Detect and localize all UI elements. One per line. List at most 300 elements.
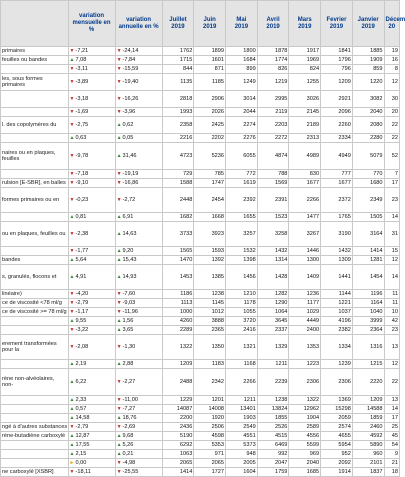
variation-mensuelle-cell [68, 179, 115, 188]
monthly-value-cell: 1255 [289, 74, 321, 91]
percent-value: 14,93 [122, 274, 137, 280]
monthly-value-cell: 1186 [162, 290, 194, 299]
monthly-value-cell: 2040 [289, 459, 321, 468]
monthly-value-cell: 11 [384, 299, 399, 308]
monthly-value-cell: 1236 [289, 290, 321, 299]
monthly-value-cell: 2119 [257, 108, 289, 117]
monthly-value-cell: 1454 [352, 265, 384, 290]
monthly-value-cell: 6292 [162, 441, 194, 450]
percent-value: 6,22 [75, 379, 87, 385]
row-label [1, 459, 69, 468]
monthly-value-cell: 1185 [194, 74, 226, 91]
monthly-value-cell: 1012 [194, 308, 226, 317]
monthly-value-cell: 54 [384, 441, 399, 450]
variation-annuelle-cell [115, 213, 162, 222]
row-label [1, 247, 69, 256]
variation-annuelle-cell [115, 134, 162, 143]
table-row [1, 299, 400, 308]
monthly-value-cell: 2488 [162, 369, 194, 396]
monthly-value-cell: 1211 [226, 396, 258, 405]
arrow-down-icon: ▼ [116, 460, 122, 466]
row-label: feuilles ou bandes [1, 56, 69, 65]
arrow-down-icon: ▼ [116, 66, 122, 72]
arrow-down-icon: ▼ [116, 469, 122, 475]
monthly-value-cell: 772 [226, 170, 258, 179]
monthly-value-cell: 1685 [289, 468, 321, 477]
monthly-value-cell: 2266 [226, 369, 258, 396]
variation-annuelle-cell [115, 335, 162, 360]
monthly-value-cell: 2040 [352, 108, 384, 117]
percent-value: -2,79 [75, 424, 89, 430]
monthly-value-cell: 4556 [289, 432, 321, 441]
monthly-value-cell: 6469 [257, 441, 289, 450]
monthly-value-cell: 1993 [162, 108, 194, 117]
monthly-value-cell: 2448 [162, 188, 194, 213]
monthly-value-cell: 3733 [162, 222, 194, 247]
arrow-down-icon: ▼ [69, 122, 75, 128]
percent-value: 1,56 [122, 318, 134, 324]
monthly-value-cell: 899 [226, 65, 258, 74]
percent-value: 0,81 [75, 214, 87, 220]
variation-mensuelle-cell [68, 265, 115, 290]
monthly-value-cell: 2364 [352, 326, 384, 335]
variation-annuelle-cell [115, 369, 162, 396]
monthly-value-cell: 1029 [289, 308, 321, 317]
monthly-value-cell: 3014 [226, 91, 258, 108]
arrow-up-icon: ▲ [116, 248, 122, 254]
row-label: ce de viscosité <78 ml/g [1, 299, 69, 308]
percent-value: -2,75 [75, 122, 89, 128]
variation-mensuelle-cell [68, 188, 115, 213]
variation-mensuelle-cell [68, 213, 115, 222]
monthly-value-cell: 1899 [194, 47, 226, 56]
arrow-down-icon: ▼ [116, 57, 122, 63]
monthly-value-cell: 1684 [226, 56, 258, 65]
arrow-down-icon: ▼ [69, 424, 75, 430]
monthly-value-cell: 23 [384, 326, 399, 335]
arrow-down-icon: ▼ [69, 231, 75, 237]
table-row [1, 396, 400, 405]
monthly-value-cell: 1588 [162, 179, 194, 188]
monthly-value-cell: 2065 [162, 459, 194, 468]
monthly-value-cell: 2425 [194, 117, 226, 134]
variation-annuelle-cell [115, 65, 162, 74]
monthly-value-cell: 1223 [289, 360, 321, 369]
monthly-value-cell: 3258 [257, 222, 289, 247]
monthly-value-cell: 1229 [162, 396, 194, 405]
percent-value: -0,23 [75, 197, 89, 203]
monthly-value-cell: 5890 [352, 441, 384, 450]
table-row [1, 414, 400, 423]
table-row [1, 170, 400, 179]
monthly-value-cell: 1282 [257, 290, 289, 299]
variation-mensuelle-cell [68, 459, 115, 468]
header-month: Mars 2019 [289, 1, 321, 47]
monthly-value-cell: 1220 [352, 74, 384, 91]
arrow-down-icon: ▼ [116, 309, 122, 315]
monthly-value-cell: 1209 [162, 360, 194, 369]
monthly-value-cell: 1329 [257, 335, 289, 360]
variation-mensuelle-cell [68, 65, 115, 74]
percent-value: -1,69 [75, 109, 89, 115]
monthly-value-cell: 777 [321, 170, 353, 179]
monthly-value-cell: 1064 [257, 308, 289, 317]
percent-value: 14,58 [75, 415, 90, 421]
row-label [1, 65, 69, 74]
table-row [1, 179, 400, 188]
variation-annuelle-cell [115, 91, 162, 108]
arrow-up-icon: ▲ [69, 257, 75, 263]
arrow-down-icon: ▼ [116, 406, 122, 412]
arrow-down-icon: ▼ [69, 291, 75, 297]
table-row [1, 256, 400, 265]
percent-value: 12,87 [75, 433, 90, 439]
monthly-value-cell: 5236 [194, 143, 226, 170]
monthly-value-cell: 1765 [321, 213, 353, 222]
table-row [1, 74, 400, 91]
monthly-value-cell: 2044 [226, 108, 258, 117]
percent-value: 15,43 [122, 257, 137, 263]
monthly-value-cell: 13401 [226, 405, 258, 414]
monthly-value-cell: 992 [257, 450, 289, 459]
variation-annuelle-cell [115, 170, 162, 179]
variation-annuelle-cell [115, 299, 162, 308]
monthly-value-cell: 1037 [321, 308, 353, 317]
arrow-down-icon: ▼ [69, 109, 75, 115]
monthly-value-cell: 3999 [352, 317, 384, 326]
row-label [1, 91, 69, 108]
monthly-value-cell: 1532 [226, 247, 258, 256]
percent-value: -3,18 [75, 96, 89, 102]
monthly-value-cell: 2059 [321, 414, 353, 423]
monthly-value-cell: 5190 [162, 432, 194, 441]
arrow-down-icon: ▼ [116, 171, 122, 177]
variation-annuelle-cell [115, 222, 162, 247]
row-label [1, 441, 69, 450]
header-variation-annuelle: variation annuelle en % [115, 1, 162, 47]
variation-annuelle-cell [115, 423, 162, 432]
monthly-value-cell: 1350 [194, 335, 226, 360]
monthly-value-cell: 1369 [321, 396, 353, 405]
percent-value: -4,98 [122, 460, 136, 466]
arrow-down-icon: ▼ [69, 96, 75, 102]
monthly-value-cell: 8 [384, 65, 399, 74]
monthly-value-cell: 17 [384, 179, 399, 188]
monthly-value-cell: 1281 [352, 256, 384, 265]
monthly-value-cell: 770 [352, 170, 384, 179]
percent-value: -9,78 [75, 153, 89, 159]
monthly-value-cell: 1885 [352, 47, 384, 56]
monthly-value-cell: 2818 [162, 91, 194, 108]
monthly-value-cell: 10 [384, 308, 399, 317]
monthly-value-cell: 2589 [289, 423, 321, 432]
percent-value: -2,08 [75, 344, 89, 350]
monthly-value-cell: 1477 [289, 213, 321, 222]
row-label: linéaire) [1, 290, 69, 299]
arrow-up-icon: ▲ [116, 274, 122, 280]
arrow-up-icon: ▲ [69, 415, 75, 421]
table-body [1, 47, 400, 477]
monthly-value-cell: 1316 [352, 335, 384, 360]
arrow-up-icon: ▲ [116, 442, 122, 448]
monthly-value-cell: 42 [384, 317, 399, 326]
monthly-value-cell: 952 [321, 450, 353, 459]
monthly-value-cell: 1239 [321, 360, 353, 369]
monthly-value-cell: 1322 [289, 396, 321, 405]
monthly-value-cell: 830 [289, 170, 321, 179]
row-label: naires ou en plaques, feuilles [1, 143, 69, 170]
monthly-value-cell: 2392 [226, 188, 258, 213]
table-row [1, 468, 400, 477]
arrow-down-icon: ▼ [69, 197, 75, 203]
table-row [1, 459, 400, 468]
monthly-value-cell: 1322 [162, 335, 194, 360]
arrow-down-icon: ▼ [116, 197, 122, 203]
variation-annuelle-cell [115, 117, 162, 134]
monthly-value-cell: 1682 [162, 213, 194, 222]
variation-annuelle-cell [115, 405, 162, 414]
monthly-value-cell: 2391 [257, 188, 289, 213]
monthly-value-cell: 4260 [162, 317, 194, 326]
percent-value: 17,55 [75, 442, 90, 448]
table-row [1, 308, 400, 317]
header-month: Janvier 2019 [352, 1, 384, 47]
percent-value: 31,46 [122, 153, 137, 159]
monthly-value-cell: 1321 [226, 335, 258, 360]
row-label: primaires [1, 47, 69, 56]
monthly-value-cell: 14087 [162, 405, 194, 414]
monthly-value-cell: 5599 [289, 441, 321, 450]
monthly-value-cell: 3190 [321, 222, 353, 247]
variation-mensuelle-cell [68, 91, 115, 108]
table-row [1, 134, 400, 143]
variation-annuelle-cell [115, 179, 162, 188]
header-month: Juin 2019 [194, 1, 226, 47]
monthly-value-cell: 23 [384, 188, 399, 213]
monthly-value-cell: 2337 [257, 326, 289, 335]
monthly-value-cell: 2047 [257, 459, 289, 468]
arrow-up-icon: ▲ [69, 135, 75, 141]
monthly-value-cell: 1859 [352, 414, 384, 423]
row-label: ngé à d'autres substances [2, 424, 68, 430]
monthly-value-cell: 788 [257, 170, 289, 179]
monthly-value-cell: 1183 [194, 360, 226, 369]
monthly-value-cell: 3026 [289, 91, 321, 108]
monthly-value-cell: 1309 [321, 256, 353, 265]
monthly-value-cell: 2096 [321, 108, 353, 117]
arrow-down-icon: ▼ [69, 469, 75, 475]
row-label: les, sous formes primaires [1, 74, 69, 91]
monthly-value-cell: 1238 [257, 396, 289, 405]
monthly-value-cell: 14588 [352, 405, 384, 414]
monthly-value-cell: 22 [384, 134, 399, 143]
variation-annuelle-cell [115, 317, 162, 326]
row-label [1, 396, 69, 405]
monthly-value-cell: 5079 [352, 143, 384, 170]
monthly-value-cell: 3645 [257, 317, 289, 326]
arrow-up-icon: ▲ [116, 122, 122, 128]
variation-mensuelle-cell [68, 335, 115, 360]
variation-annuelle-cell [115, 290, 162, 299]
monthly-value-cell: 1144 [321, 290, 353, 299]
monthly-value-cell: 1113 [162, 299, 194, 308]
variation-mensuelle-cell [68, 432, 115, 441]
monthly-value-cell: 7 [384, 170, 399, 179]
monthly-value-cell: 18 [384, 468, 399, 477]
monthly-value-cell: 12 [384, 256, 399, 265]
monthly-value-cell: 1619 [226, 179, 258, 188]
monthly-value-cell: 824 [289, 65, 321, 74]
arrow-down-icon: ▼ [116, 291, 122, 297]
monthly-value-cell: 13 [384, 335, 399, 360]
percent-value: -9,10 [75, 180, 89, 186]
monthly-value-cell: 1878 [257, 47, 289, 56]
monthly-value-cell: 22 [384, 117, 399, 134]
variation-annuelle-cell [115, 143, 162, 170]
monthly-value-cell: 2549 [226, 423, 258, 432]
arrow-down-icon: ▼ [116, 300, 122, 306]
monthly-value-cell: 52 [384, 143, 399, 170]
arrow-down-icon: ▼ [69, 327, 75, 333]
monthly-value-cell: 1747 [194, 179, 226, 188]
arrow-up-icon: ▲ [116, 231, 122, 237]
arrow-down-icon: ▼ [69, 153, 75, 159]
monthly-value-cell: 1593 [194, 247, 226, 256]
arrow-down-icon: ▼ [116, 96, 122, 102]
variation-annuelle-cell [115, 256, 162, 265]
monthly-value-cell: 20 [384, 108, 399, 117]
monthly-value-cell: 4551 [226, 432, 258, 441]
variation-annuelle-cell [115, 247, 162, 256]
monthly-value-cell: 1677 [321, 179, 353, 188]
row-label [1, 170, 69, 179]
percent-value: 2,15 [75, 451, 87, 457]
table-row [1, 188, 400, 213]
monthly-value-cell: 1505 [352, 213, 384, 222]
monthly-value-cell: 2274 [226, 117, 258, 134]
percent-value: -3,11 [75, 66, 88, 72]
table-row [1, 335, 400, 360]
monthly-value-cell: 1249 [226, 74, 258, 91]
variation-mensuelle-cell [68, 74, 115, 91]
monthly-value-cell: 1290 [257, 299, 289, 308]
percent-value: -4,20 [75, 291, 89, 297]
percent-value: -7,60 [122, 291, 136, 297]
monthly-value-cell: 2276 [226, 134, 258, 143]
monthly-value-cell: 1215 [352, 360, 384, 369]
row-label: bandes [1, 256, 69, 265]
monthly-value-cell: 1441 [321, 265, 353, 290]
monthly-value-cell: 4592 [352, 432, 384, 441]
percent-value: -2,27 [122, 379, 136, 385]
table-row [1, 423, 400, 432]
monthly-value-cell: 1446 [289, 247, 321, 256]
monthly-value-cell: 2306 [289, 369, 321, 396]
variation-annuelle-cell [115, 188, 162, 213]
monthly-value-cell: 14 [384, 405, 399, 414]
monthly-value-cell: 19 [384, 47, 399, 56]
table-row [1, 65, 400, 74]
monthly-value-cell: 2372 [321, 188, 353, 213]
monthly-value-cell: 1920 [194, 414, 226, 423]
arrow-right-icon: ► [69, 460, 75, 466]
table-row [1, 247, 400, 256]
variation-mensuelle-cell [68, 317, 115, 326]
table-row [1, 326, 400, 335]
row-label: ce de viscosité >= 78 ml/g [2, 309, 67, 315]
table-row [1, 450, 400, 459]
percent-value: 0,62 [122, 122, 134, 128]
monthly-value-cell: 2272 [257, 134, 289, 143]
monthly-value-cell: 2313 [289, 134, 321, 143]
variation-mensuelle-cell [68, 222, 115, 247]
percent-value: -2,38 [75, 231, 89, 237]
row-label [1, 213, 69, 222]
table-row [1, 432, 400, 441]
variation-mensuelle-cell [68, 117, 115, 134]
percent-value: 0,21 [122, 451, 134, 457]
monthly-value-cell: 2574 [321, 423, 353, 432]
monthly-value-cell: 2995 [257, 91, 289, 108]
variation-mensuelle-cell [68, 134, 115, 143]
arrow-down-icon: ▼ [69, 300, 75, 306]
monthly-value-cell: 1063 [162, 450, 194, 459]
arrow-up-icon: ▲ [69, 318, 75, 324]
monthly-value-cell: 13 [384, 396, 399, 405]
monthly-value-cell: 1385 [194, 265, 226, 290]
monthly-value-cell: 1000 [162, 308, 194, 317]
monthly-value-cell: 729 [162, 170, 194, 179]
monthly-value-cell: 2260 [321, 117, 353, 134]
percent-value: -3,22 [75, 327, 89, 333]
row-label [1, 108, 69, 117]
monthly-value-cell: 1409 [289, 265, 321, 290]
variation-mensuelle-cell [68, 170, 115, 179]
monthly-value-cell: 1392 [194, 256, 226, 265]
row-label [1, 360, 69, 369]
percent-value: -7,18 [75, 171, 89, 177]
arrow-up-icon: ▲ [116, 361, 122, 367]
monthly-value-cell: 5954 [321, 441, 353, 450]
percent-value: -16,86 [122, 180, 139, 186]
arrow-down-icon: ▼ [116, 180, 122, 186]
monthly-value-cell: 3923 [194, 222, 226, 247]
monthly-value-cell: 15298 [321, 405, 353, 414]
monthly-value-cell: 1135 [162, 74, 194, 91]
arrow-up-icon: ▲ [116, 257, 122, 263]
variation-mensuelle-cell [68, 423, 115, 432]
monthly-value-cell: 1168 [226, 360, 258, 369]
monthly-value-cell: 1221 [321, 299, 353, 308]
percent-value: 0,63 [75, 135, 87, 141]
monthly-value-cell: 30 [384, 91, 399, 108]
monthly-value-cell: 1903 [226, 414, 258, 423]
monthly-value-cell: 2080 [352, 117, 384, 134]
row-label: l. des copolymères du [1, 117, 69, 134]
monthly-value-cell: 2005 [226, 459, 258, 468]
percent-value: 9,20 [122, 248, 134, 254]
monthly-value-cell: 2280 [352, 134, 384, 143]
header-row [1, 1, 400, 47]
percent-value: -11,00 [122, 397, 138, 403]
monthly-value-cell: 1470 [162, 256, 194, 265]
arrow-up-icon: ▲ [69, 214, 75, 220]
monthly-value-cell: 1210 [226, 290, 258, 299]
variation-annuelle-cell [115, 459, 162, 468]
table-row [1, 117, 400, 134]
percent-value: 6,91 [122, 214, 134, 220]
monthly-value-cell: 2200 [162, 414, 194, 423]
